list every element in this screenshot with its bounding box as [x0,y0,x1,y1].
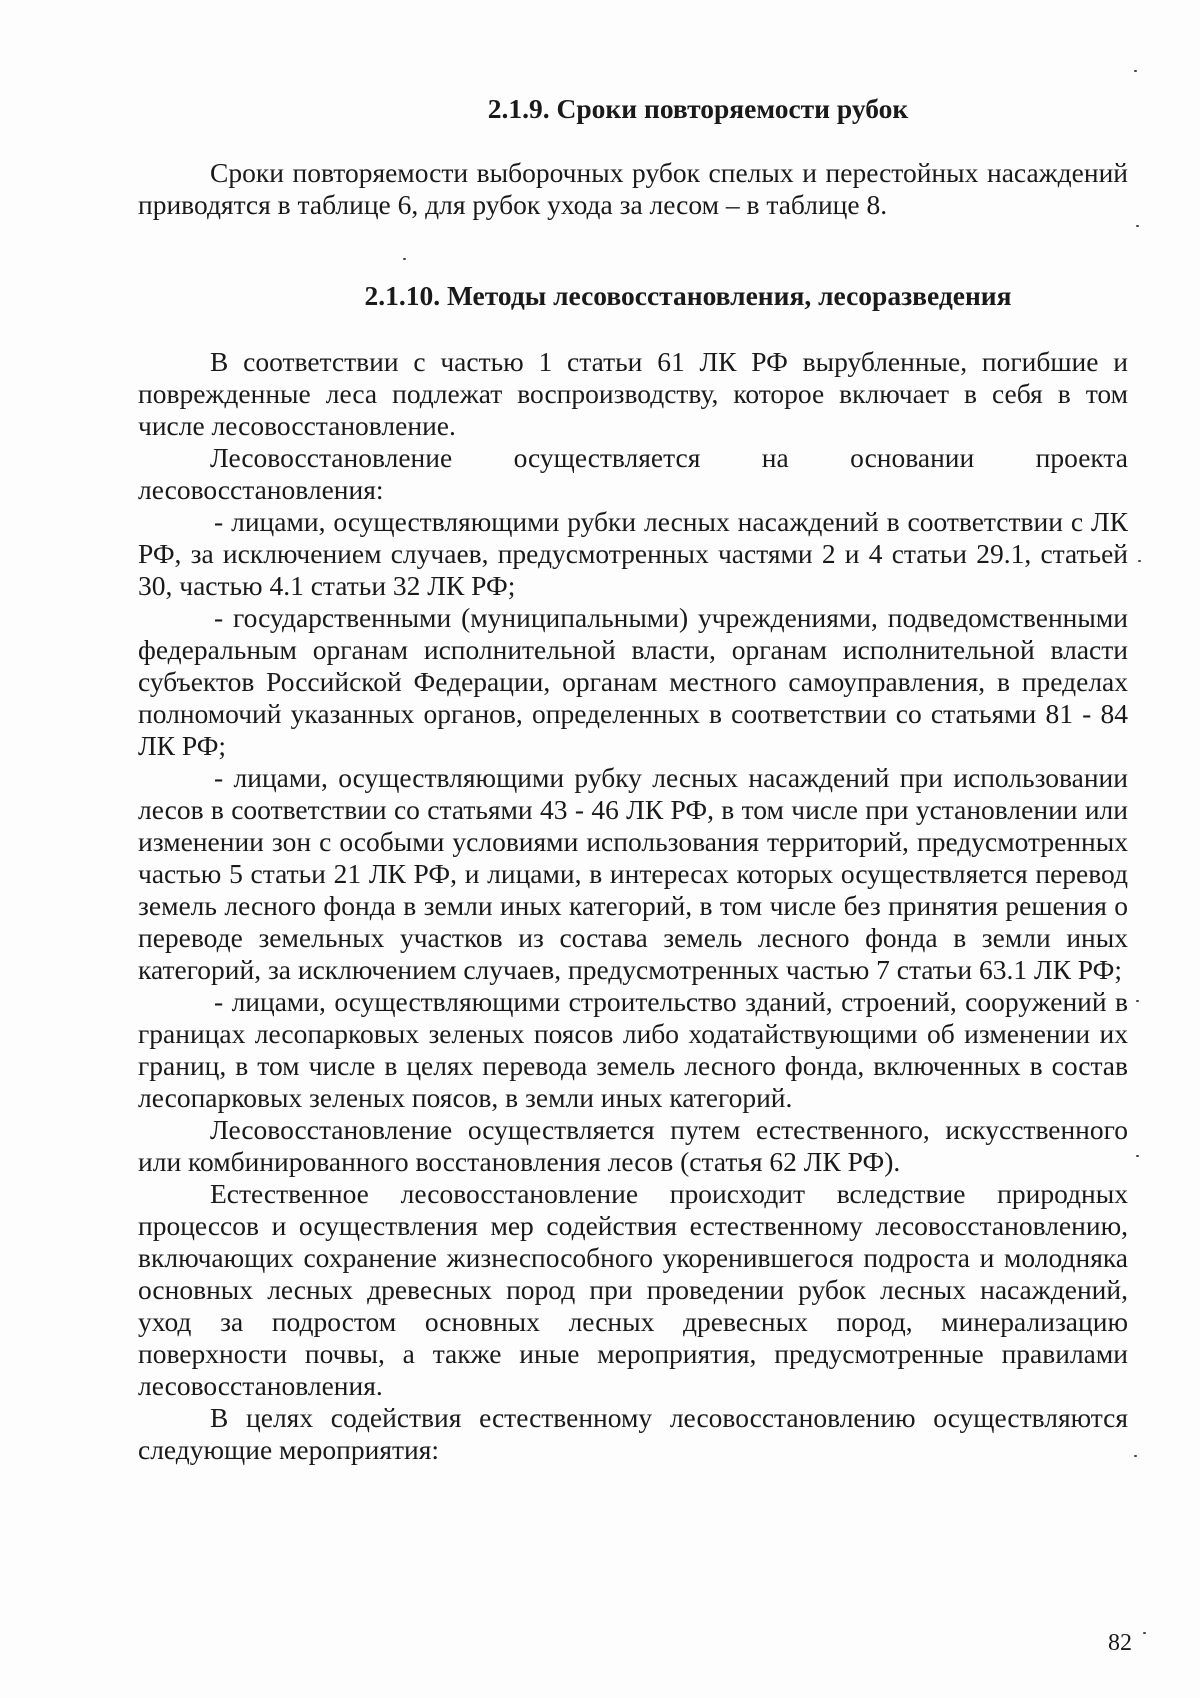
scan-speck [1136,1000,1139,1002]
page-number: 82 [1108,1630,1132,1656]
page-content [138,92,1128,1466]
paragraph: В соответствии с частью 1 статьи 61 ЛК РФ вырубленные, погибшие и поврежденные леса подлежат воспроизводству, которое включает в себя в том числе лесовосстановление. [138,346,1128,441]
paragraph: В целях содействия естественному лесовосстановлению осуществляются следующие мероприятия: [138,1402,1128,1465]
scan-speck [1134,1455,1137,1457]
paragraph: Лесовосстановление осуществляется на основании проекта лесовосстановления: [138,442,1128,505]
scan-speck [1143,1632,1146,1634]
list-item: - лицами, осуществляющими строительство зданий, строений, сооружений в границах лесопарковых зеленых поясов либо ходатайствующими об изменении их границ, в том числе в целях перевода земель лесного фонда, включенных в состав лесопарковых зеленых поясов, в земли иных категорий. [138,986,1128,1113]
list-item: - государственными (муниципальными) учреждениями, подведомственными федеральным органам исполнительной власти, органам исполнительной власти субъектов Российской Федерации, органам местного самоуправления, в пределах полномочий указанных органов, определенных в соответствии со статьями 81 - 84 ЛК РФ; [138,602,1128,761]
scan-speck [1136,1155,1139,1157]
scan-speck [1138,560,1141,562]
scan-speck [1136,225,1139,227]
scan-speck [1134,70,1137,72]
paragraph: Сроки повторяемости выборочных рубок спелых и перестойных насаждений приводятся в таблице 6, для рубок ухода за лесом – в таблице 8. [138,157,1128,220]
paragraph: Естественное лесовосстановление происходит вследствие природных процессов и осуществления мер содействия естественному лесовосстановлению, включающих сохранение жизнеспособного укоренившегося подроста и молодняка основных лесных древесных пород при проведении рубок лесных насаждений, уход за подростом основных лесных древесных пород, минерализацию поверхности почвы, а также иные мероприятия, предусмотренные правилами лесовосстановления. [138,1178,1128,1401]
section-heading: 2.1.9. Сроки повторяемости рубок [487,93,909,124]
section-heading: 2.1.10. Методы лесовосстановления, лесоразведения [364,280,1012,311]
list-item: - лицами, осуществляющими рубки лесных насаждений в соответствии с ЛК РФ, за исключением случаев, предусмотренных частями 2 и 4 статьи 29.1, статьей 30, частью 4.1 статьи 32 ЛК РФ; [138,506,1128,601]
scan-speck [403,258,406,260]
list-item: - лицами, осуществляющими рубку лесных насаждений при использовании лесов в соответствии со статьями 43 - 46 ЛК РФ, в том числе при установлении или изменении зон с особыми условиями использования территорий, предусмотренных частью 5 статьи 21 ЛК РФ, и лицами, в интересах которых осуществляется перевод земель лесного фонда в земли иных категорий, в том числе без принятия решения о переводе земельных участков из состава земель лесного фонда в земли иных категорий, за исключением случаев, предусмотренных частью 7 статьи 63.1 ЛК РФ; [138,762,1128,985]
paragraph: Лесовосстановление осуществляется путем естественного, искусственного или комбинированного восстановления лесов (статья 62 ЛК РФ). [138,1114,1128,1177]
